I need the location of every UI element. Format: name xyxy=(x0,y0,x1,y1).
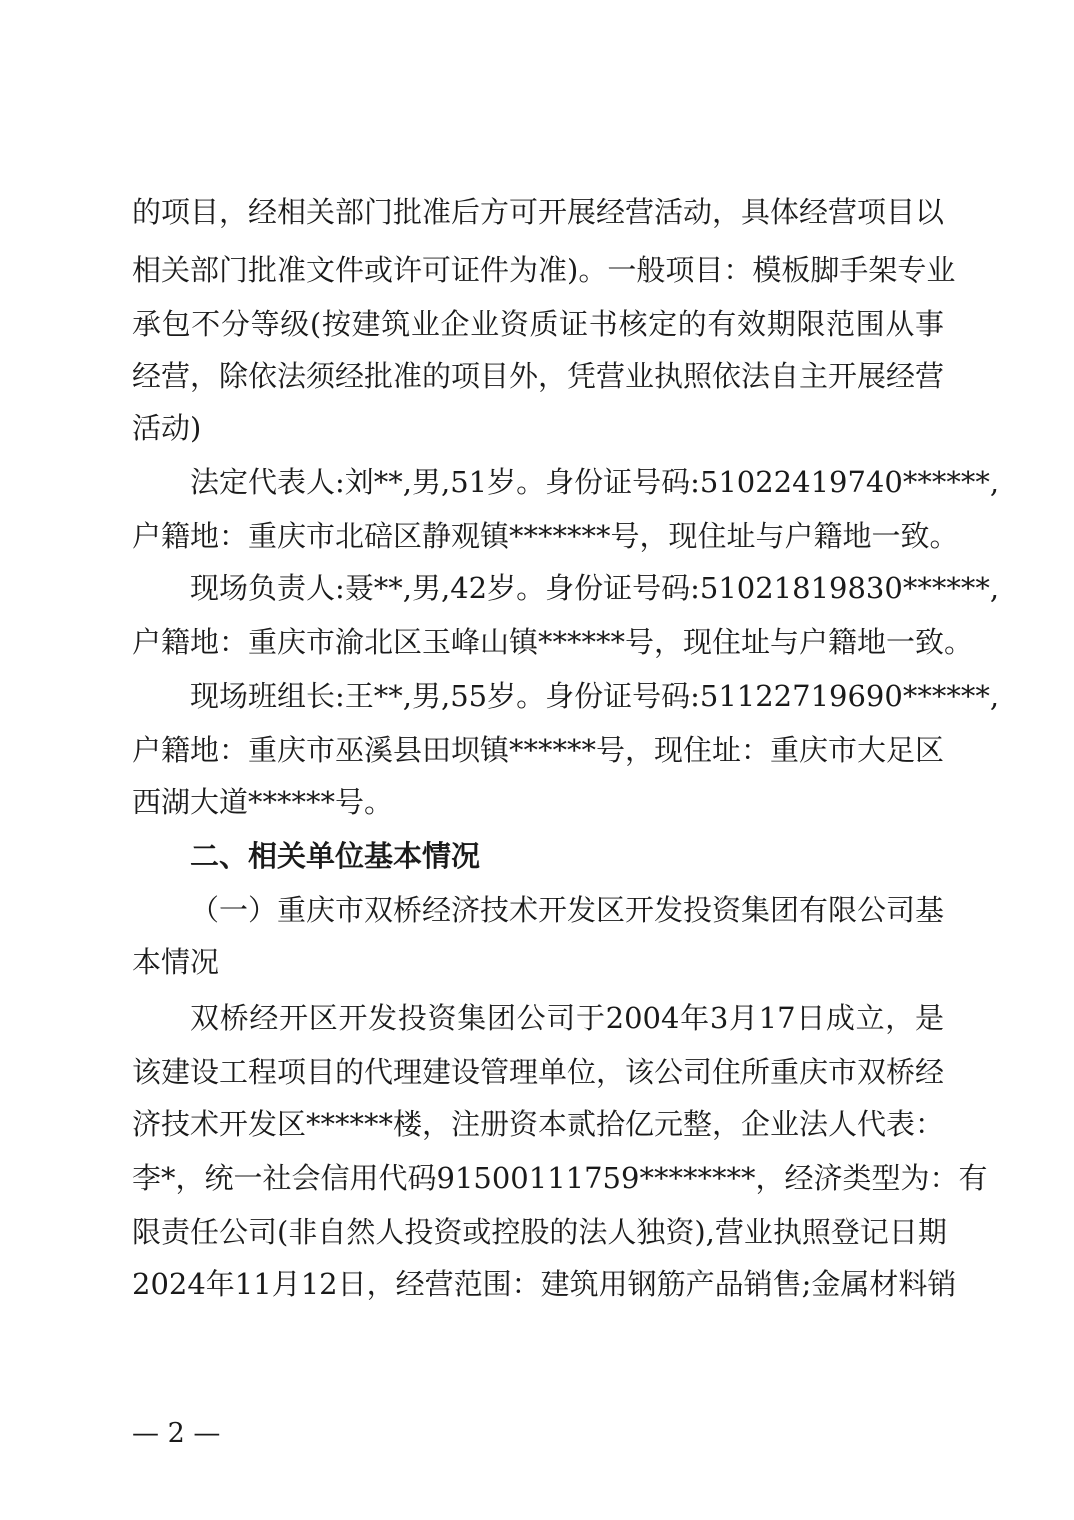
body-line: 双桥经开区开发投资集团公司于2004年3月17日成立，是 xyxy=(190,1001,944,1035)
body-line: 李*，统一社会信用代码91500111759********，经济类型为：有 xyxy=(132,1161,988,1195)
section-heading: 二、相关单位基本情况 xyxy=(190,839,481,873)
body-line: 2024年11月12日，经营范围：建筑用钢筋产品销售;金属材料销 xyxy=(132,1267,957,1301)
team-leader-line: 现场班组长:王**,男,55岁。身份证号码:51122719690******, xyxy=(190,679,1000,713)
body-line: 户籍地：重庆市巫溪县田坝镇******号，现住址：重庆市大足区 xyxy=(132,733,945,767)
body-line: 户籍地：重庆市北碚区静观镇*******号，现住址与户籍地一致。 xyxy=(132,519,959,553)
body-line: 相关部门批准文件或许可证件为准)。一般项目：模板脚手架专业 xyxy=(132,253,956,287)
body-line: 该建设工程项目的代理建设管理单位，该公司住所重庆市双桥经 xyxy=(132,1055,945,1089)
body-line: 西湖大道******号。 xyxy=(132,785,394,819)
body-line: 济技术开发区******楼，注册资本贰拾亿元整，企业法人代表： xyxy=(132,1107,945,1141)
page-number: — 2 — xyxy=(132,1418,221,1449)
legal-representative-line: 法定代表人:刘**,男,51岁。身份证号码:51022419740******, xyxy=(190,465,1000,499)
subsection-heading-cont: 本情况 xyxy=(132,945,220,979)
body-line: 承包不分等级(按建筑业企业资质证书核定的有效期限范围从事 xyxy=(132,307,944,341)
body-line: 经营，除依法须经批准的项目外，凭营业执照依法自主开展经营 xyxy=(132,359,945,393)
body-line: 户籍地：重庆市渝北区玉峰山镇******号，现住址与户籍地一致。 xyxy=(132,625,974,659)
body-line: 活动) xyxy=(132,411,202,445)
body-line: 的项目，经相关部门批准后方可开展经营活动，具体经营项目以 xyxy=(132,195,945,229)
site-manager-line: 现场负责人:聂**,男,42岁。身份证号码:51021819830******, xyxy=(190,571,1000,605)
subsection-heading: （一）重庆市双桥经济技术开发区开发投资集团有限公司基 xyxy=(190,893,945,927)
body-line: 限责任公司(非自然人投资或控股的法人独资),营业执照登记日期 xyxy=(132,1215,947,1249)
